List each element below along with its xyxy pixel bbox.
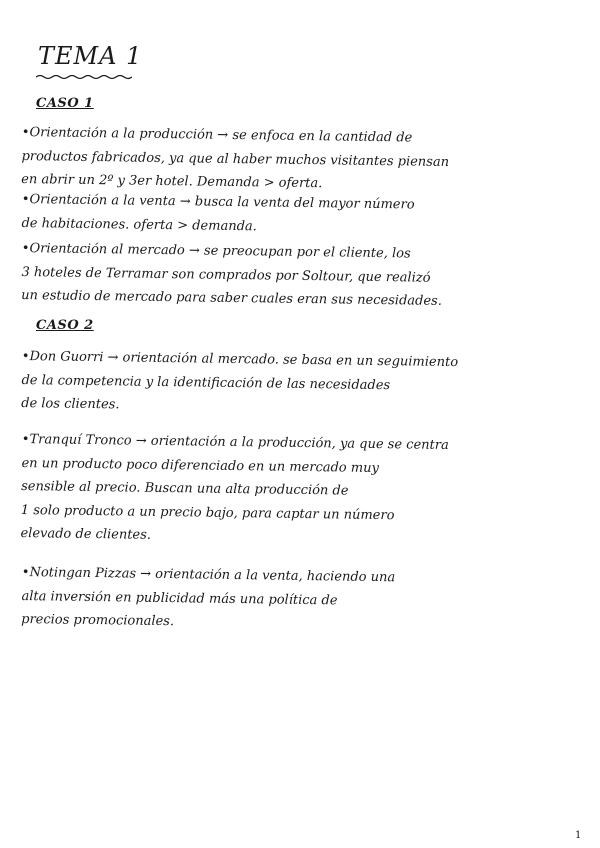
text-line: •Notingan Pizzas → orientación a la venta, haciendo una (21, 564, 396, 586)
text-line: productos fabricados, ya que al haber muchos visitantes piensan (21, 148, 450, 170)
text-line: un estudio de mercado para saber cuales eran sus necesidades. (21, 287, 443, 309)
text-line: •Orientación a la producción → se enfoca en la cantidad de (21, 124, 413, 146)
page-title: TEMA 1 (38, 42, 143, 70)
case-1-sales-orientation (21, 188, 578, 243)
title-underline (36, 74, 132, 80)
case-1-production-orientation (21, 121, 578, 199)
text-line: en abrir un 2º y 3er hotel. Demanda > oferta. (21, 171, 323, 192)
text-line: 3 hoteles de Terramar son comprados por Soltour, que realizó (21, 264, 431, 286)
text-line: 1 solo producto a un precio bajo, para captar un número (20, 502, 395, 523)
case-2-tranqui-tronco (20, 428, 578, 553)
text-line: en un producto poco diferenciado en un mercado muy (21, 455, 379, 476)
text-line: de los clientes. (21, 395, 120, 413)
text-line: •Orientación a la venta → busca la venta del mayor número (21, 191, 415, 213)
text-line: •Tranquí Tronco → orientación a la producción, ya que se centra (21, 431, 449, 453)
text-line: •Don Guorri → orientación al mercado. se basa en un seguimiento (21, 348, 459, 371)
case-2-don-guorri (21, 345, 578, 423)
text-line: alta inversión en publicidad más una política de (21, 588, 338, 608)
case-1-heading: CASO 1 (36, 96, 94, 111)
page-number: 1 (575, 830, 582, 841)
text-line: de habitaciones. oferta > demanda. (21, 215, 257, 234)
case-2-heading: CASO 2 (36, 318, 94, 333)
text-line: elevado de clientes. (20, 525, 152, 543)
case-2-notingan-pizzas (21, 561, 578, 639)
text-line: precios promocionales. (21, 611, 175, 630)
text-line: de la competencia y la identificación de las necesidades (21, 372, 391, 393)
case-1-market-orientation (21, 237, 578, 315)
text-line: sensible al precio. Buscan una alta producción de (21, 478, 349, 499)
text-line: •Orientación al mercado → se preocupan por el cliente, los (21, 240, 411, 262)
